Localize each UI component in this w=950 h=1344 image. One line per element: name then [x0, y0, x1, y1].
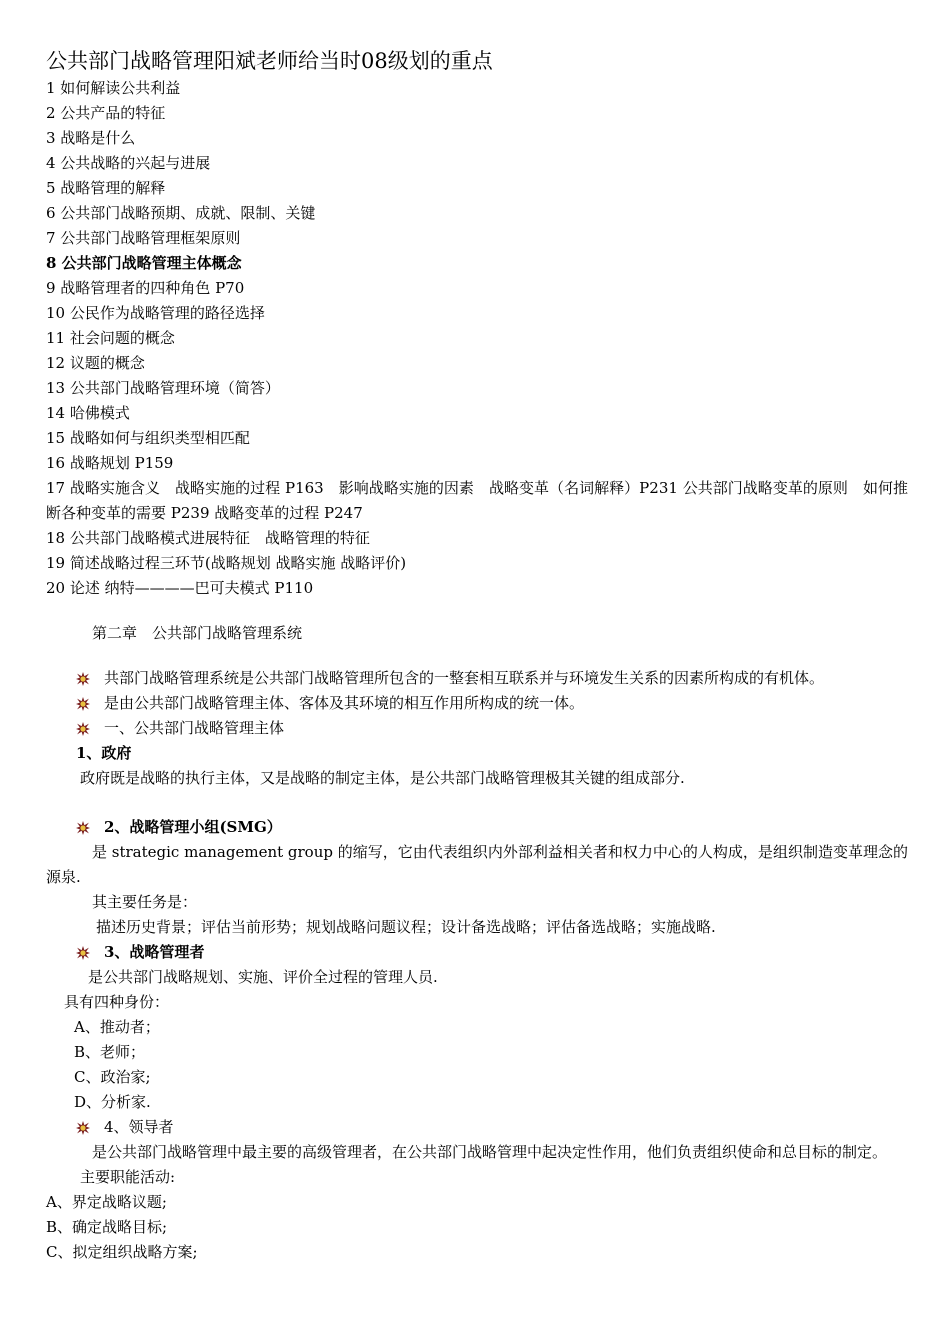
list-item: 8 公共部门战略管理主体概念 [46, 254, 242, 272]
manager-text: 是公共部门战略规划、实施、评价全过程的管理人员. [88, 968, 438, 986]
list-item: 7 公共部门战略管理框架原则 [46, 229, 241, 247]
section-heading-manager [46, 940, 908, 965]
list-item: 3 战略是什么 [46, 129, 136, 147]
list-item: C、政治家; [74, 1068, 151, 1086]
bullet-text: 是由公共部门战略管理主体、客体及其环境的相互作用所构成的统一体。 [104, 694, 585, 712]
bullet-item [46, 691, 908, 716]
list-item: 20 论述 纳特————巴可夫模式 P110 [46, 579, 314, 597]
list-item: 19 简述战略过程三环节(战略规划 战略实施 战略评价) [46, 554, 407, 572]
document-page [46, 46, 908, 1265]
government-text: 政府既是战略的执行主体，又是战略的制定主体，是公共部门战略管理极其关键的组成部分. [80, 769, 685, 787]
leader-text: 是公共部门战略管理中最主要的高级管理者，在公共部门战略管理中起决定性作用，他们负责组织使命和总目标的制定。 [92, 1143, 888, 1161]
star-burst-icon [76, 722, 90, 736]
bullet-text: 一、公共部门战略管理主体 [104, 719, 285, 737]
list-item: 17 战略实施含义 战略实施的过程 P163 影响战略实施的因素 战略变革（名词解释）P231 公共部门战略变革的原则 如何推断各种变革的需要 P239 战略变革的过程 P247 [46, 479, 908, 522]
list-item: D、分析家. [74, 1093, 151, 1111]
section-heading-leader [46, 1115, 908, 1140]
heading-text: 3、战略管理者 [104, 943, 205, 961]
document-title: 公共部门战略管理阳斌老师给当时08级划的重点 [46, 49, 493, 73]
list-item: 18 公共部门战略模式进展特征 战略管理的特征 [46, 529, 370, 547]
star-burst-icon [76, 672, 90, 686]
key-points-list [46, 76, 908, 601]
list-item: 6 公共部门战略预期、成就、限制、关键 [46, 204, 316, 222]
smg-text: 是 strategic management group 的缩写，它由代表组织内外部利益相关者和权力中心的人构成，是组织制造变革理念的源泉. [46, 843, 908, 886]
bullet-text: 共部门战略管理系统是公共部门战略管理所包含的一整套相互联系并与环境发生关系的因素所构成的有机体。 [104, 669, 825, 687]
star-burst-icon [76, 1121, 90, 1135]
chapter-heading: 第二章 公共部门战略管理系统 [92, 624, 303, 642]
section-heading-smg [46, 815, 908, 840]
star-burst-icon [76, 821, 90, 835]
section-heading-government: 1、政府 [76, 744, 132, 762]
heading-text: 2、战略管理小组(SMG） [104, 818, 282, 836]
smg-tasks: 描述历史背景；评估当前形势；规划战略问题议程；设计备选战略；评估备选战略；实施战略. [96, 918, 716, 936]
list-item: 1 如何解读公共利益 [46, 79, 181, 97]
list-item: 14 哈佛模式 [46, 404, 130, 422]
list-item: 12 议题的概念 [46, 354, 145, 372]
bullet-item [46, 666, 908, 691]
heading-text: 4、领导者 [104, 1118, 174, 1136]
list-item: B、老师； [74, 1043, 146, 1061]
bullet-item [46, 716, 908, 741]
list-item: 9 战略管理者的四种角色 P70 [46, 279, 245, 297]
list-item: C、拟定组织战略方案; [46, 1243, 198, 1261]
list-item: 4 公共战略的兴起与进展 [46, 154, 211, 172]
manager-roles-label: 具有四种身份： [64, 993, 170, 1011]
smg-task-label: 其主要任务是： [92, 893, 198, 911]
star-burst-icon [76, 946, 90, 960]
list-item: 2 公共产品的特征 [46, 104, 166, 122]
list-item: A、界定战略议题; [46, 1193, 167, 1211]
list-item: 13 公共部门战略管理环境（简答） [46, 379, 280, 397]
leader-func-label: 主要职能活动: [80, 1168, 176, 1186]
star-burst-icon [76, 697, 90, 711]
list-item: 10 公民作为战略管理的路径选择 [46, 304, 265, 322]
list-item: 5 战略管理的解释 [46, 179, 166, 197]
list-item: B、确定战略目标; [46, 1218, 168, 1236]
list-item: 11 社会问题的概念 [46, 329, 175, 347]
list-item: A、推动者； [74, 1018, 160, 1036]
list-item: 16 战略规划 P159 [46, 454, 174, 472]
list-item: 15 战略如何与组织类型相匹配 [46, 429, 250, 447]
